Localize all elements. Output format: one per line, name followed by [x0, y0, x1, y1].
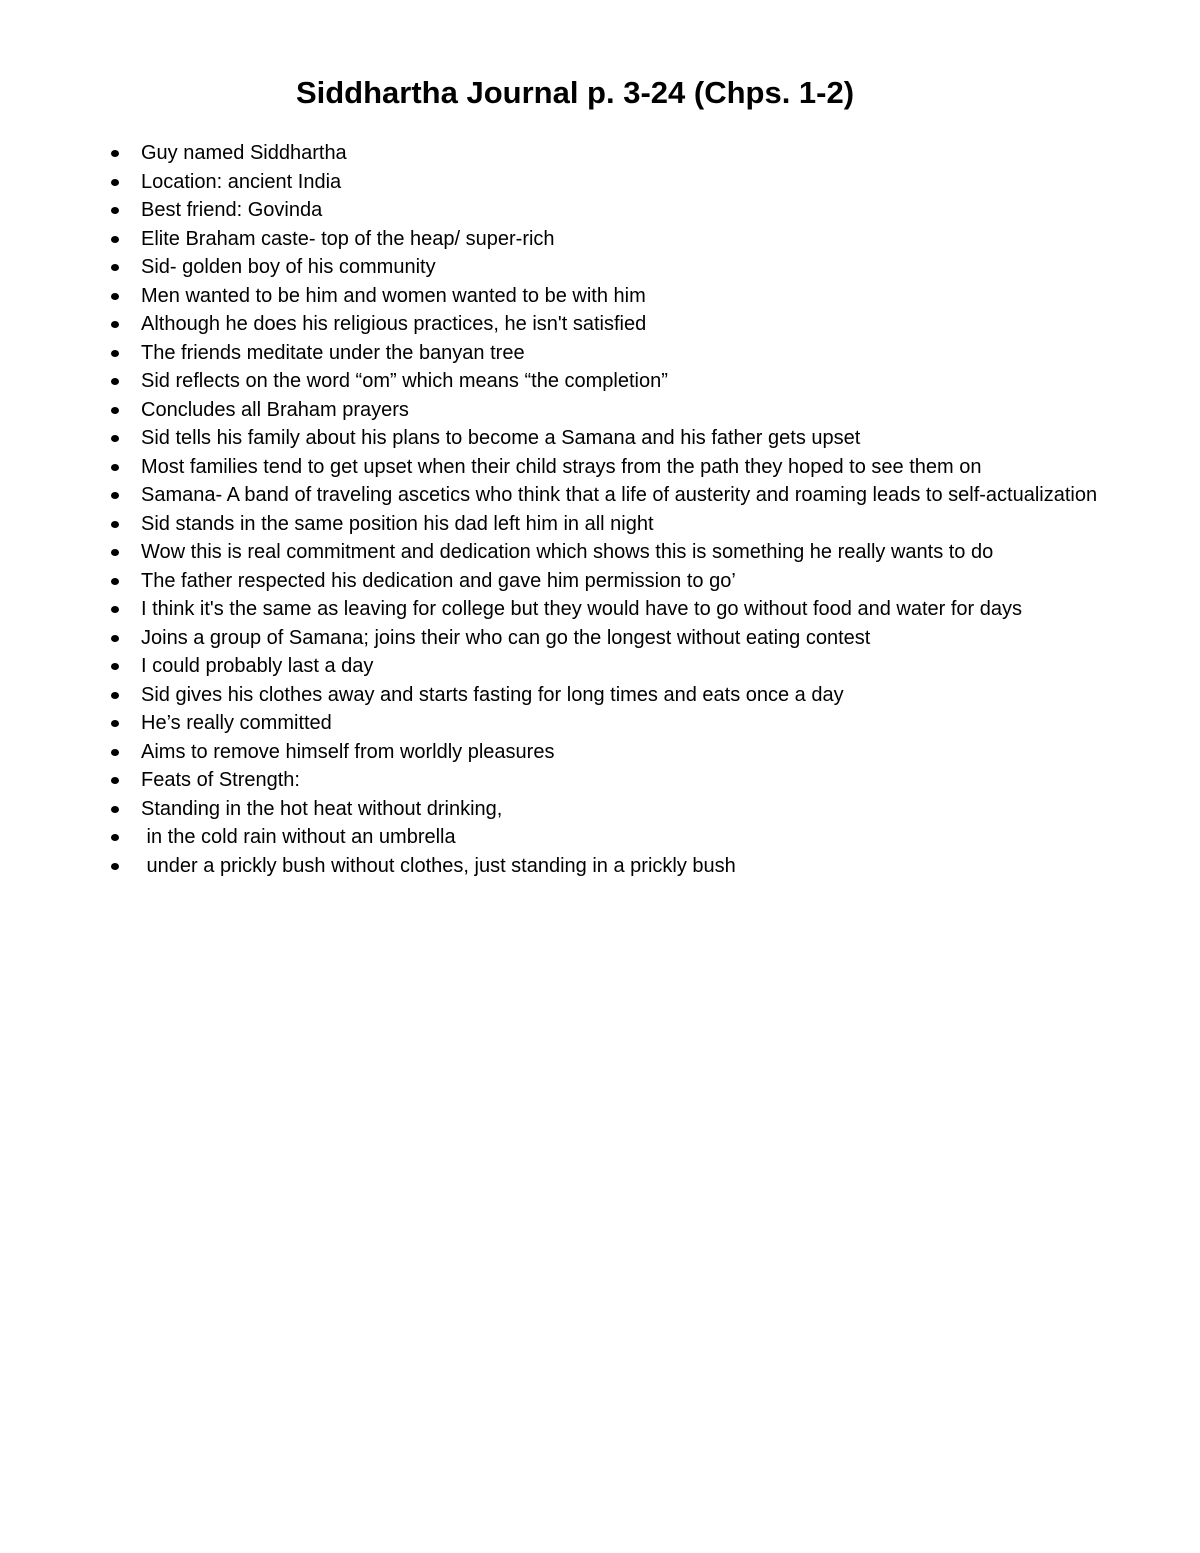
note-item [108, 253, 1098, 282]
note-text: Wow this is real commitment and dedication which shows this is something he really wants to do [141, 541, 994, 563]
note-text: Sid- golden boy of his community [141, 256, 436, 278]
note-item [108, 139, 1098, 168]
bullet-icon [111, 521, 119, 528]
note-item [108, 453, 1098, 482]
note-text: He’s really committed [141, 712, 332, 734]
note-text: Although he does his religious practices, he isn't satisfied [141, 313, 647, 335]
note-item [108, 282, 1098, 311]
note-item [108, 624, 1098, 653]
bullet-icon [111, 293, 119, 300]
note-text: Sid reflects on the word “om” which means “the completion” [141, 370, 668, 392]
notes-list [108, 139, 1098, 880]
bullet-icon [111, 720, 119, 727]
note-text: Sid stands in the same position his dad left him in all night [141, 512, 654, 535]
bullet-icon [111, 321, 119, 328]
note-text: Location: ancient India [141, 170, 342, 193]
note-text: under a prickly bush without clothes, just standing in a prickly bush [141, 854, 736, 877]
bullet-icon [111, 806, 119, 813]
bullet-icon [111, 207, 119, 214]
note-text: in the cold rain without an umbrella [141, 826, 456, 848]
note-text: I think it's the same as leaving for college but they would have to go without food and water for days [141, 598, 1022, 620]
note-text: Aims to remove himself from worldly pleasures [141, 740, 555, 763]
note-item [108, 396, 1098, 425]
note-item [108, 510, 1098, 539]
note-text: Joins a group of Samana; joins their who can go the longest without eating contest [141, 626, 871, 649]
note-item [108, 567, 1098, 596]
note-item [108, 310, 1098, 339]
bullet-icon [111, 635, 119, 642]
bullet-icon [111, 777, 119, 784]
bullet-icon [111, 692, 119, 699]
note-text: Elite Braham caste- top of the heap/ super-rich [141, 227, 555, 250]
note-text: I could probably last a day [141, 655, 374, 677]
note-item [108, 481, 1098, 510]
note-text: Guy named Siddhartha [141, 142, 347, 164]
note-item [108, 738, 1098, 767]
bullet-icon [111, 749, 119, 756]
bullet-icon [111, 492, 119, 499]
note-text: Concludes all Braham prayers [141, 398, 409, 421]
note-item [108, 168, 1098, 197]
bullet-icon [111, 578, 119, 585]
note-text: Best friend: Govinda [141, 199, 323, 221]
bullet-icon [111, 663, 119, 670]
note-item [108, 795, 1098, 824]
note-text: The father respected his dedication and gave him permission to go’ [141, 569, 736, 592]
bullet-icon [111, 150, 119, 157]
bullet-icon [111, 179, 119, 186]
note-text: The friends meditate under the banyan tree [141, 341, 525, 364]
bullet-icon [111, 378, 119, 385]
bullet-icon [111, 407, 119, 414]
bullet-icon [111, 549, 119, 556]
bullet-icon [111, 834, 119, 841]
note-item [108, 196, 1098, 225]
bullet-icon [111, 236, 119, 243]
bullet-icon [111, 606, 119, 613]
note-text: Standing in the hot heat without drinking, [141, 797, 503, 820]
note-item [108, 367, 1098, 396]
bullet-icon [111, 863, 119, 870]
note-item [108, 681, 1098, 710]
note-item [108, 424, 1098, 453]
note-item [108, 339, 1098, 368]
bullet-icon [111, 264, 119, 271]
note-item [108, 852, 1098, 881]
bullet-icon [111, 350, 119, 357]
bullet-icon [111, 464, 119, 471]
note-text: Most families tend to get upset when their child strays from the path they hoped to see them on [141, 455, 982, 478]
note-text: Sid gives his clothes away and starts fasting for long times and eats once a day [141, 683, 844, 706]
note-text: Samana- A band of traveling ascetics who think that a life of austerity and roaming leads to self-actualization [141, 484, 1098, 506]
document-title: Siddhartha Journal p. 3-24 (Chps. 1-2) [295, 75, 855, 110]
note-item [108, 709, 1098, 738]
bullet-icon [111, 435, 119, 442]
note-item [108, 225, 1098, 254]
note-text: Feats of Strength: [141, 769, 300, 791]
note-item [108, 652, 1098, 681]
note-text: Sid tells his family about his plans to become a Samana and his father gets upset [141, 427, 861, 449]
note-item [108, 766, 1098, 795]
note-item [108, 595, 1098, 624]
note-item [108, 538, 1098, 567]
note-item [108, 823, 1098, 852]
note-text: Men wanted to be him and women wanted to be with him [141, 284, 646, 307]
